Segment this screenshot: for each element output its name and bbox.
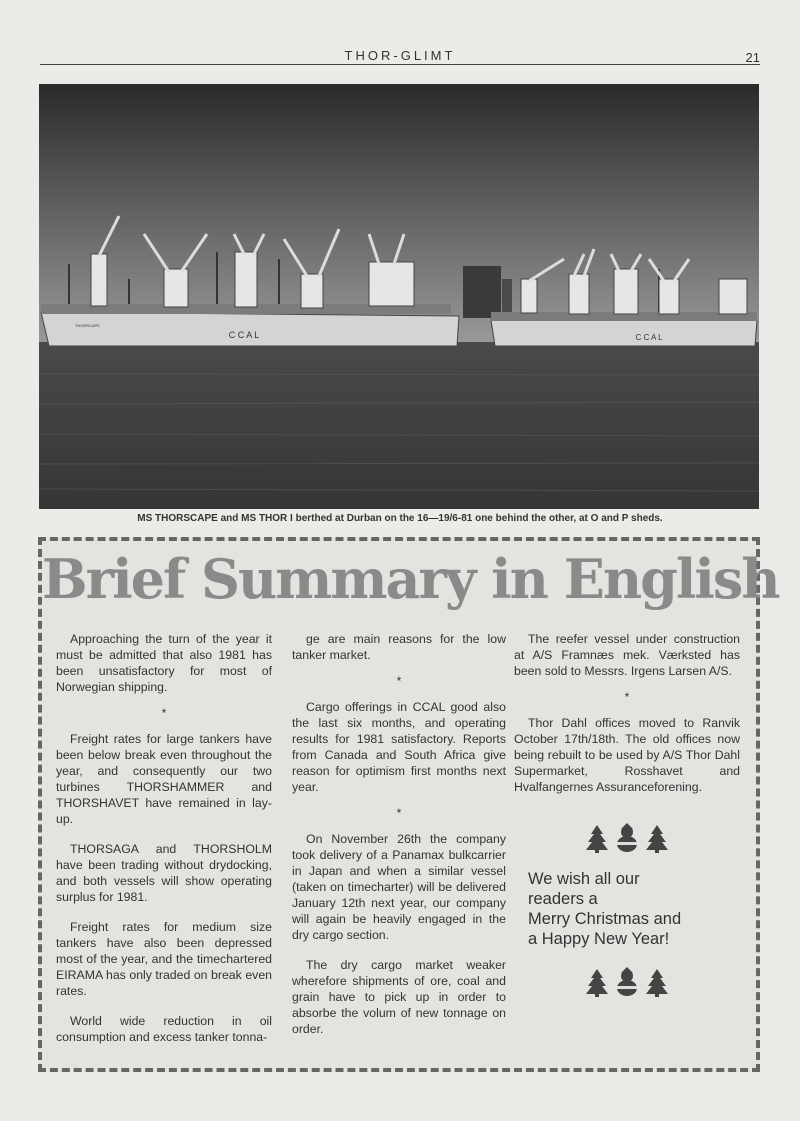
paragraph: THORSAGA and THORSHOLM have been trading without drydocking, and both vessels will show operating surplus for 1981. bbox=[56, 842, 272, 904]
paragraph: Freight rates for medium size tankers have also been depressed most of the year, and the timechartered EIRAMA has only traded on break even rates. bbox=[56, 920, 272, 998]
photo-caption: MS THORSCAPE and MS THOR I berthed at Durban on the 16—19/6-81 one behind the other, at O and P sheds. bbox=[137, 513, 663, 524]
greeting-line: Merry Christmas and bbox=[528, 910, 682, 928]
paragraph: ge are main reasons for the low tanker market. bbox=[292, 632, 506, 662]
bow-text: THORSCAPE bbox=[75, 323, 100, 328]
paragraph: The reefer vessel under construction at A/S Framnæs mek. Værksted has been sold to Messrs. Irgens Larsen A/S. bbox=[514, 632, 740, 678]
hull-text-left: C C A L bbox=[228, 330, 260, 340]
separator: * bbox=[396, 806, 402, 820]
christmas-tree-icon bbox=[586, 969, 608, 997]
greeting-line: a Happy New Year! bbox=[528, 930, 670, 948]
paragraph: Cargo offerings in CCAL good also the last six months, and operating results for 1981 satisfactory. Reports from Canada and South Africa give reason for optimism first months next year. bbox=[292, 700, 506, 794]
separator: * bbox=[161, 706, 167, 720]
hull-text-right: C C A L bbox=[635, 333, 663, 342]
header-rule bbox=[40, 64, 760, 65]
harbor-photo bbox=[39, 84, 759, 509]
paragraph: The dry cargo market weaker wherefore shipments of ore, coal and grain have to pick up in order to absorbe the volum of new tonnage on order. bbox=[292, 958, 506, 1036]
santa-icon bbox=[612, 967, 642, 997]
santa-icon bbox=[612, 823, 642, 853]
separator: * bbox=[624, 690, 630, 704]
column-1 bbox=[56, 631, 272, 1045]
paragraph: Thor Dahl offices moved to Ranvik October 17th/18th. The old offices now being rebuilt to be used by A/S Thor Dahl Supermarket, Rosshavet and Hvalfangernes Assuranceforening. bbox=[514, 716, 740, 794]
paragraph: On November 26th the company took delivery of a Panamax bulkcarrier in Japan and when a similar vessel (taken on timecharter) will be delivered January 12th next year, our company will again be heavily engaged in the dry cargo section. bbox=[292, 832, 506, 942]
christmas-decoration-bottom bbox=[514, 967, 740, 997]
holiday-greeting bbox=[528, 869, 740, 949]
christmas-tree-icon bbox=[646, 969, 668, 997]
page-number: 21 bbox=[745, 50, 760, 65]
greeting-line: We wish all our bbox=[528, 870, 640, 888]
summary-box bbox=[38, 537, 779, 1072]
column-2 bbox=[292, 631, 506, 1037]
christmas-tree-icon bbox=[586, 825, 608, 853]
paragraph: World wide reduction in oil consumption and excess tanker tonna- bbox=[56, 1014, 272, 1044]
paragraph: Approaching the turn of the year it must be admitted that also 1981 has been unsatisfactory for most of Norwegian shipping. bbox=[56, 632, 272, 694]
header-title: THOR-GLIMT bbox=[344, 48, 456, 63]
paragraph: Freight rates for large tankers have been below break even throughout the year, and consequently our two turbines THORSHAMMER and THORSHAVET have remained in lay-up. bbox=[56, 732, 272, 826]
column-3 bbox=[514, 631, 740, 997]
christmas-decoration-top bbox=[514, 823, 740, 853]
separator: * bbox=[396, 674, 402, 688]
summary-title: Brief Summary in English bbox=[42, 547, 779, 611]
christmas-tree-icon bbox=[646, 825, 668, 853]
greeting-line: readers a bbox=[528, 890, 598, 908]
